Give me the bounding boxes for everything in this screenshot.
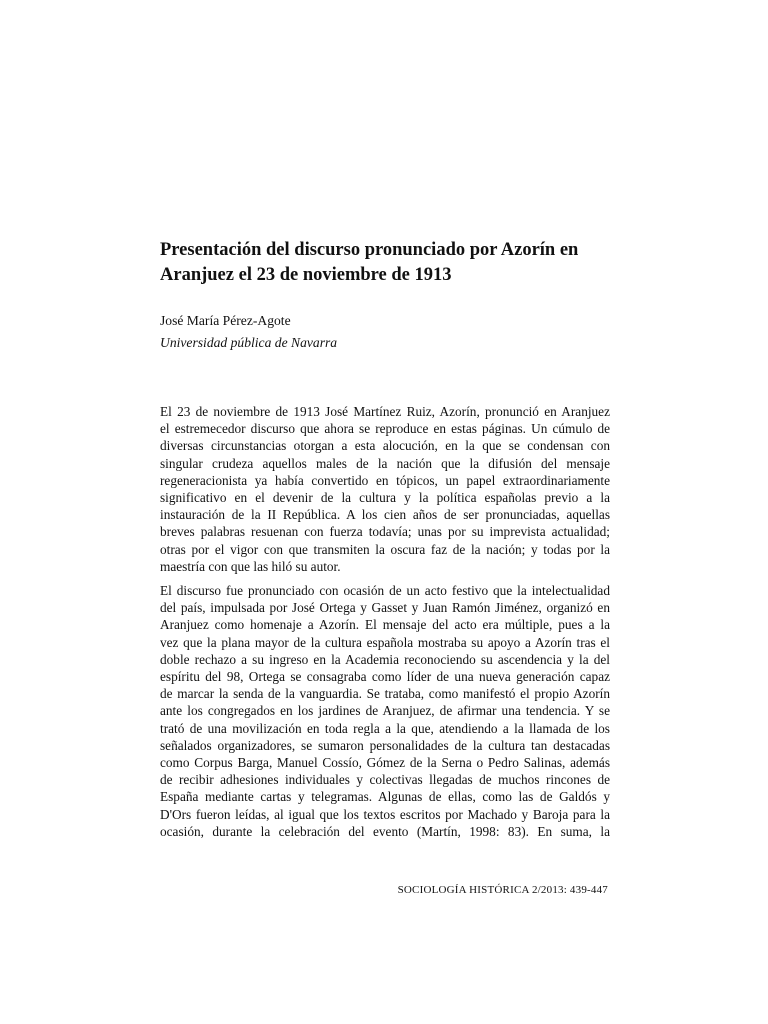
article-body <box>160 403 610 840</box>
text-line: doble rechazo a su ingreso en la Academia reconociendo su ascendencia y la del <box>160 651 610 667</box>
text-line: de marcar la senda de la vanguardia. Se trataba, como manifestó el propio Azorín <box>160 686 610 702</box>
text-line: D'Ors fueron leídas, al igual que los textos escritos por Machado y Baroja para la <box>160 806 610 822</box>
text-line: singular crudeza aquellos males de la nación que la difusión del mensaje <box>160 455 610 471</box>
text-line: vez que la plana mayor de la cultura española mostraba su apoyo a Azorín tras el <box>160 634 610 650</box>
article-title <box>160 238 620 288</box>
article-title-line: Presentación del discurso pronunciado por Azorín en <box>160 240 579 260</box>
text-line: trató de una movilización en toda regla a la que, atendiendo a la llamada de los <box>160 720 610 736</box>
text-line: Aranjuez como homenaje a Azorín. El mensaje del acto era múltiple, pues a la <box>160 617 610 633</box>
text-line: ante los congregados en los jardines de Aranjuez, de afirmar una tendencia. Y se <box>160 703 610 719</box>
text-line: El discurso fue pronunciado con ocasión de un acto festivo que la intelectualidad <box>160 583 610 599</box>
text-line: espíritu del 98, Ortega se consagraba como líder de una nueva generación capaz <box>160 669 610 685</box>
text-line: maestría con que las hiló su autor. <box>160 558 341 574</box>
text-line: otras por el vigor con que transmiten la oscura faz de la nación; y todas por la <box>160 541 610 557</box>
article-title-line: Aranjuez el 23 de noviembre de 1913 <box>160 265 452 285</box>
text-line: como Corpus Barga, Manuel Cossío, Gómez de la Serna o Pedro Salinas, además <box>160 755 610 771</box>
author-affiliation: Universidad pública de Navarra <box>160 335 338 350</box>
text-line: El 23 de noviembre de 1913 José Martínez Ruiz, Azorín, pronunció en Aranjuez <box>160 404 610 419</box>
author-name: José María Pérez-Agote <box>160 313 291 328</box>
text-line: ocasión, durante la celebración del evento (Martín, 1998: 83). En suma, la <box>160 823 610 839</box>
text-line: diversas circunstancias otorgan a esta alocución, en la que se condensan con <box>160 438 610 454</box>
text-line: significativo en el devenir de la cultura y la política españolas previo a la <box>160 490 610 506</box>
text-line: de recibir adhesiones individuales y colectivas llegadas de muchos rincones de <box>160 772 610 788</box>
text-line: el estremecedor discurso que ahora se reproduce en estas páginas. Un cúmulo de <box>160 421 610 437</box>
body-paragraph-2 <box>160 582 610 840</box>
body-paragraph-1 <box>160 403 610 575</box>
text-line: señalados organizadores, se sumaron personalidades de la cultura tan destacadas <box>160 737 610 753</box>
text-line: instauración de la II República. A los cien años de ser pronunciadas, aquellas <box>160 507 610 523</box>
journal-footer: SOCIOLOGÍA HISTÓRICA 2/2013: 439-447 <box>397 884 608 896</box>
text-line: breves palabras resuenan con fuerza todavía; unas por su imprevista actualidad; <box>160 524 610 540</box>
text-line: del país, impulsada por José Ortega y Gasset y Juan Ramón Jiménez, organizó en <box>160 600 610 616</box>
text-line: España mediante cartas y telegramas. Algunas de ellas, como las de Galdós y <box>160 789 610 805</box>
text-line: regeneracionista ya había convertido en tópicos, un papel extraordinariamente <box>160 472 610 488</box>
